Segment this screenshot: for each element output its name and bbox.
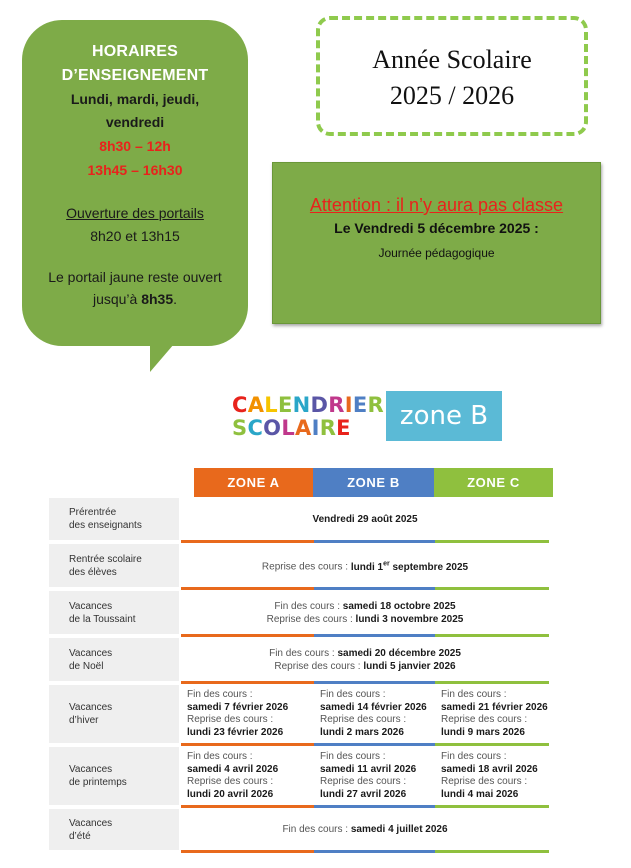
row-divider (181, 850, 549, 853)
row-label-line1: Vacances (69, 600, 113, 612)
logo-letter: L (264, 393, 278, 417)
start-label: Reprise des cours : (441, 714, 528, 725)
horaires-title-line2: D’ENSEIGNEMENT (61, 67, 209, 84)
end-label: Fin des cours : (187, 751, 253, 762)
row-label-printemps (49, 747, 179, 805)
zone-c-header: ZONE C (434, 468, 553, 497)
end-label: Fin des cours : (441, 751, 507, 762)
logo-letter: E (352, 393, 368, 417)
noel-start-date: lundi 5 janvier 2026 (363, 660, 456, 672)
row-content-printemps (181, 747, 549, 805)
horaires-afternoon: 13h45 – 16h30 (87, 162, 183, 178)
noel-end-label: Fin des cours : (269, 647, 335, 659)
logo-letter: S (232, 416, 248, 440)
row-label-line2: des enseignants (69, 520, 142, 531)
noel-start-label: Reprise des cours : (274, 660, 361, 672)
row-divider (181, 634, 549, 637)
end-date: samedi 11 avril 2026 (320, 763, 417, 775)
row-divider (181, 587, 549, 590)
start-date: lundi 9 mars 2026 (441, 726, 525, 738)
row-label-line2: de printemps (69, 777, 127, 788)
zone-b-header: ZONE B (313, 468, 434, 497)
logo-letter: R (328, 393, 345, 417)
start-label: Reprise des cours : (320, 776, 407, 787)
row-content-toussaint (181, 591, 549, 634)
row-divider (181, 805, 549, 808)
row-content-hiver (181, 685, 549, 743)
row-label-line1: Vacances (69, 764, 113, 775)
row-label-line2: de Noël (69, 660, 104, 672)
logo-letter: D (310, 393, 329, 417)
printemps-zone-a-cell (181, 747, 314, 805)
hiver-zone-a-cell (181, 685, 314, 743)
start-label: Reprise des cours : (320, 714, 407, 725)
annee-scolaire-label: Année Scolaire (372, 45, 532, 74)
printemps-zone-b-cell (314, 747, 435, 805)
start-date: lundi 23 février 2026 (187, 726, 284, 738)
prerentree-date: Vendredi 29 août 2025 (312, 513, 418, 525)
end-label: Fin des cours : (320, 689, 386, 700)
row-label-line2: d’hiver (69, 715, 99, 726)
portail-jaune-text (32, 266, 238, 310)
row-label-noel (49, 638, 179, 681)
portails-hours: 8h20 et 13h15 (90, 228, 180, 244)
toussaint-end-date: samedi 18 octobre 2025 (342, 600, 456, 612)
logo-letter: C (232, 393, 248, 417)
row-label-line2: des élèves (69, 566, 117, 578)
row-divider (181, 681, 549, 684)
start-date: lundi 4 mai 2026 (441, 788, 519, 800)
row-content-noel (181, 638, 549, 681)
end-date: samedi 7 février 2026 (187, 701, 289, 713)
start-date: lundi 20 avril 2026 (187, 788, 274, 800)
start-date: lundi 2 mars 2026 (320, 726, 404, 738)
toussaint-end-label: Fin des cours : (274, 600, 340, 612)
logo-letter: C (247, 416, 264, 440)
row-label-line1: Prérentrée (69, 507, 117, 518)
hiver-zone-c-cell (435, 685, 549, 743)
end-date: samedi 14 février 2026 (320, 701, 427, 713)
row-divider (181, 743, 549, 746)
end-date: samedi 4 avril 2026 (187, 763, 279, 775)
end-date: samedi 21 février 2026 (441, 701, 548, 713)
attention-day: Journée pédagogique (378, 246, 495, 260)
portails-label: Ouverture des portails (66, 205, 204, 221)
logo-word-calendrier (232, 393, 384, 417)
row-content-rentree (181, 544, 549, 587)
row-label-line2: d’été (69, 830, 91, 842)
logo-letter: R (367, 393, 384, 417)
bubble-tail (150, 330, 186, 372)
printemps-zone-c-cell (435, 747, 549, 805)
annee-scolaire-years: 2025 / 2026 (389, 81, 515, 110)
start-label: Reprise des cours : (441, 776, 528, 787)
zone-a-header: ZONE A (194, 468, 313, 497)
portail-jaune-time: 8h35 (141, 291, 174, 307)
horaires-days: Lundi, mardi, jeudi, vendredi (70, 91, 200, 130)
end-label: Fin des cours : (441, 689, 507, 700)
row-label-rentree (49, 544, 179, 587)
row-label-ete (49, 809, 179, 850)
ete-label: Fin des cours : (282, 824, 349, 835)
end-label: Fin des cours : (187, 689, 253, 700)
logo-letter: I (311, 416, 320, 440)
row-label-toussaint (49, 591, 179, 634)
logo-letter: L (281, 416, 295, 440)
calendrier-scolaire-logo (232, 393, 384, 444)
row-divider (181, 540, 549, 543)
row-label-line1: Vacances (69, 702, 113, 713)
row-label-hiver (49, 685, 179, 743)
end-date: samedi 18 avril 2026 (441, 763, 538, 775)
logo-letter: R (319, 416, 337, 440)
start-label: Reprise des cours : (187, 714, 274, 725)
attention-title: Attention : il n’y aura pas classe (309, 195, 564, 215)
rentree-label: Reprise des cours : (261, 561, 349, 573)
row-content-ete (181, 809, 549, 850)
horaires-title-line1: HORAIRES (91, 43, 179, 60)
toussaint-start-date: lundi 3 novembre 2025 (355, 613, 464, 625)
row-label-line2: de la Toussaint (69, 613, 136, 625)
logo-letter: E (277, 393, 293, 417)
row-label-prerentree (49, 498, 179, 540)
logo-letter: A (295, 416, 312, 440)
attention-date: Le Vendredi 5 décembre 2025 : (334, 220, 539, 236)
ete-date: samedi 4 juillet 2026 (350, 824, 448, 835)
row-label-line1: Vacances (69, 647, 113, 659)
rentree-date: lundi 1er septembre 2025 (350, 560, 469, 573)
zone-b-badge: zone B (386, 391, 502, 441)
logo-word-scolaire (232, 417, 372, 440)
toussaint-start-label: Reprise des cours : (266, 613, 353, 625)
attention-box (272, 162, 601, 324)
row-content-prerentree (181, 498, 549, 540)
logo-letter: N (292, 393, 311, 417)
annee-scolaire-box (316, 16, 588, 136)
logo-letter: E (336, 416, 351, 440)
noel-end-date: samedi 20 décembre 2025 (337, 647, 461, 659)
hiver-zone-b-cell (314, 685, 435, 743)
start-date: lundi 27 avril 2026 (320, 788, 407, 800)
logo-letter: A (247, 393, 265, 417)
portail-jaune-end: . (173, 291, 178, 307)
row-label-line1: Rentrée scolaire (69, 553, 142, 565)
portail-jaune-sentence: Le portail jaune reste ouvert jusqu’à (48, 269, 222, 307)
start-label: Reprise des cours : (187, 776, 274, 787)
row-label-line1: Vacances (69, 817, 113, 829)
logo-letter: I (344, 393, 353, 417)
horaires-morning: 8h30 – 12h (99, 138, 171, 154)
logo-letter: O (263, 416, 282, 440)
end-label: Fin des cours : (320, 751, 386, 762)
horaires-bubble (22, 20, 248, 346)
